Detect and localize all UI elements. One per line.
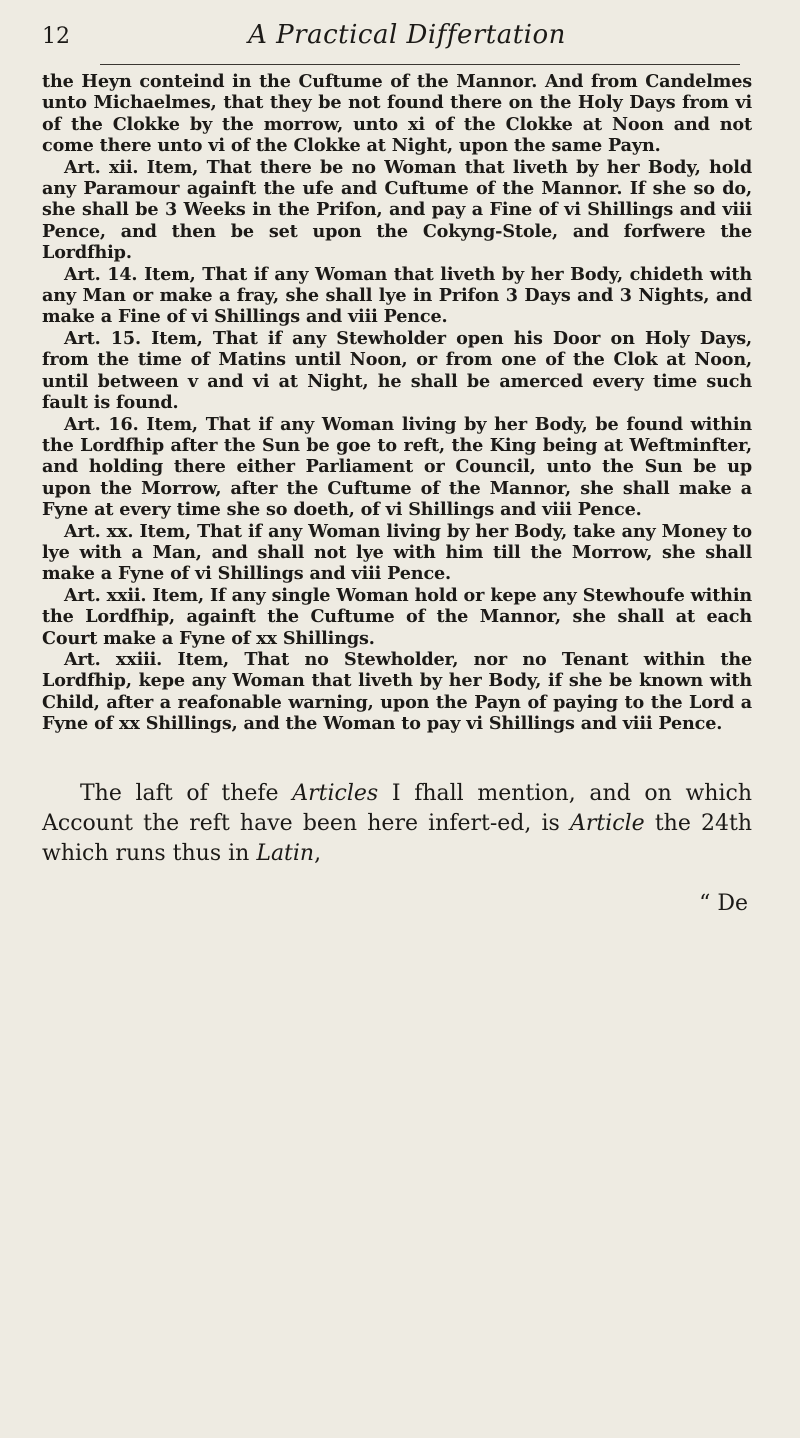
- paragraph: the Heyn conteind in the Cuftume of the Mannor. And from Candelmes unto Michaelmes, that they be not found there on the Holy Days from vi of the Clokke by the morrow, unto xi of the Clokke at Noon and not come there unto vi of the Clokke at Night, upon the same Payn.: [42, 71, 752, 157]
- articles-word: Articles: [292, 780, 379, 806]
- closing-text: [42, 779, 752, 869]
- catchword: “ De: [699, 890, 748, 916]
- closing-part: I fhall mention, and on which Account the reft have been here infert-ed, is: [42, 780, 752, 836]
- closing-part: ,: [314, 840, 322, 866]
- paragraph: Art. xx. Item, That if any Woman living by her Body, take any Money to lye with a Man, and shall not lye with him till the Morrow, she shall make a Fyne of vi Shillings and viii Pence.: [42, 520, 752, 585]
- closing-paragraph: [42, 779, 752, 869]
- closing-part: the 24th which runs thus in: [42, 810, 752, 866]
- page-number: 12: [42, 24, 70, 49]
- page-header: [42, 20, 752, 64]
- paragraph: Art. 15. Item, That if any Stewholder open his Door on Holy Days, from the time of Matins until Noon, or from one of the Clok at Noon, until between v and vi at Night, he shall be amerced every time such fault is found.: [42, 327, 752, 414]
- running-head: A Practical Differtation: [248, 20, 566, 50]
- latin-word: Latin: [256, 840, 315, 866]
- article-word: Article: [570, 810, 645, 836]
- header-rule: [100, 64, 740, 65]
- blackletter-text: [42, 71, 752, 735]
- paragraph: Art. xii. Item, That there be no Woman that liveth by her Body, hold any Paramour againft the ufe and Cuftume of the Mannor. If she so do, she shall be 3 Weeks in the Prifon, and pay a Fine of vi Shillings and viii Pence, and then be set upon the Cokyng-Stole, and forfwere the Lordfhip.: [42, 156, 752, 264]
- closing-part: The laft of thefe: [80, 780, 293, 806]
- paragraph: Art. 16. Item, That if any Woman living by her Body, be found within the Lordfhip after the Sun be goe to reft, the King being at Weftminfter, and holding there either Parliament or Council, unto the Sun be up upon the Morrow, after the Cuftume of the Mannor, she shall make a Fyne at every time she so doeth, of vi Shillings and viii Pence.: [42, 413, 752, 521]
- paragraph: Art. xxii. Item, If any single Woman hold or kepe any Stewhoufe within the Lordfhip, againft the Cuftume of the Mannor, she shall at each Court make a Fyne of xx Shillings.: [42, 584, 752, 649]
- paragraph: Art. 14. Item, That if any Woman that liveth by her Body, chideth with any Man or make a fray, she shall lye in Prifon 3 Days and 3 Nights, and make a Fine of vi Shillings and viii Pence.: [42, 263, 752, 328]
- paragraph: Art. xxiii. Item, That no Stewholder, nor no Tenant within the Lordfhip, kepe any Woman that liveth by her Body, if she be known with Child, after a reafonable warning, upon the Payn of paying to the Lord a Fyne of xx Shillings, and the Woman to pay vi Shillings and viii Pence.: [42, 648, 752, 735]
